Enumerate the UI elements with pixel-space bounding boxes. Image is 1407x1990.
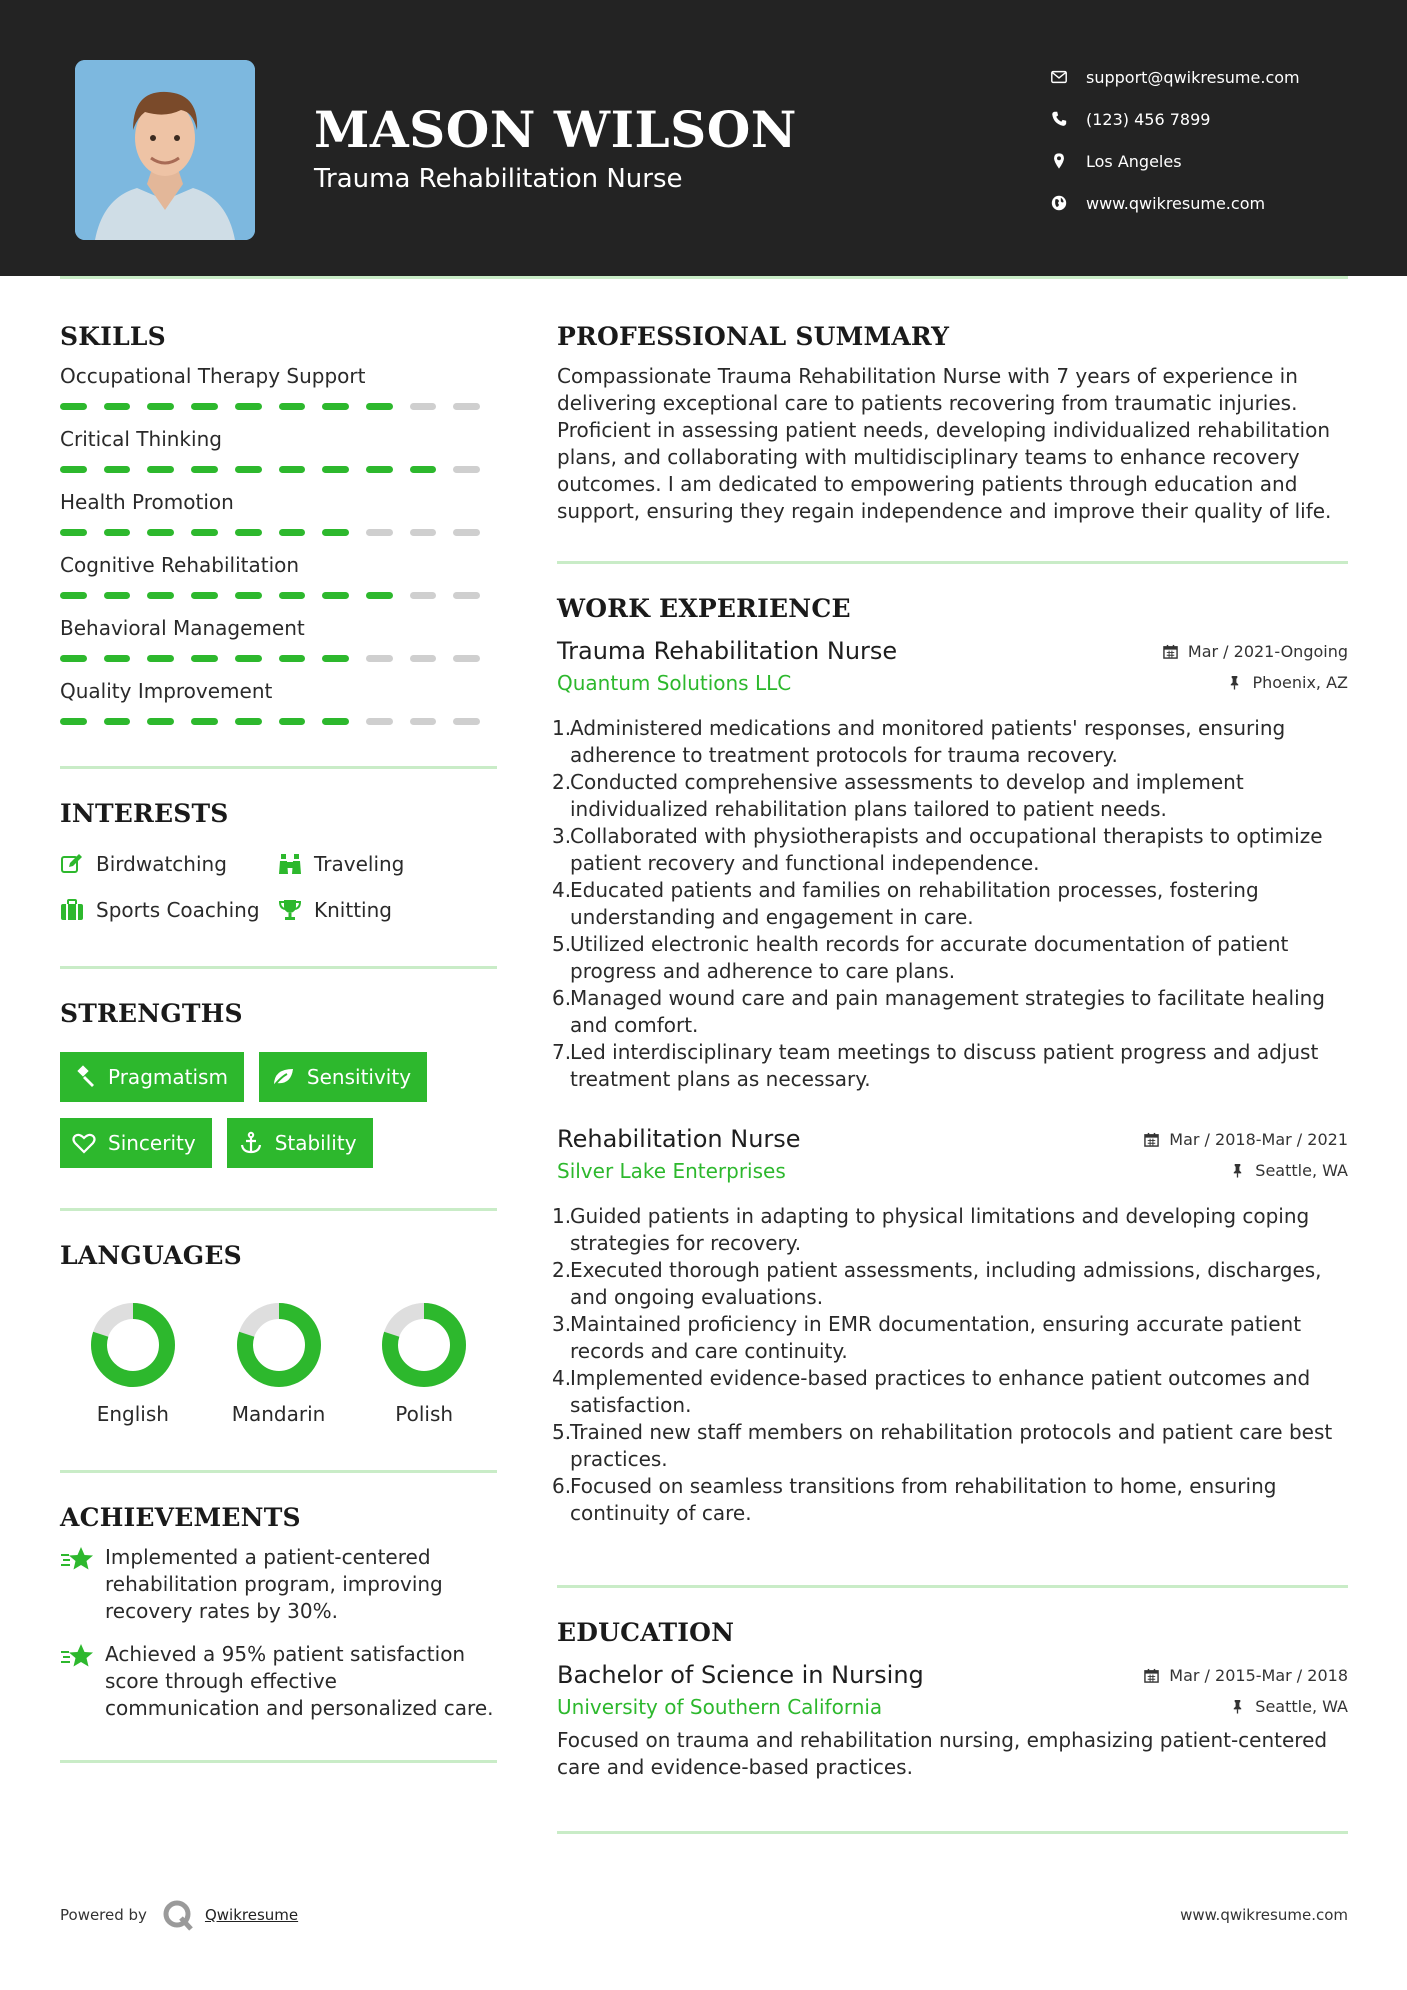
bullet-text: Collaborated with physiotherapists and occupational therapists to optimize patient recovery and functional independence. [570,824,1323,875]
job-bullet [552,1419,1348,1473]
job-bullet [552,823,1348,877]
bullet-number: 5. [552,932,572,956]
job-role: Trauma Rehabilitation Nurse [557,637,898,665]
job-bullet [552,769,1348,823]
interest-label: Sports Coaching [96,898,260,922]
languages-list [60,1300,497,1426]
summary-section [557,322,1348,525]
phone-icon [1050,110,1086,128]
profile-photo-image [75,60,255,240]
language-name: Polish [395,1402,454,1426]
globe-icon [1050,194,1086,212]
rating-dot-filled [235,592,262,599]
skill-rating [60,529,497,537]
job-bullet [552,1203,1348,1257]
education-location [1230,1697,1348,1716]
rating-dot-filled [279,403,306,410]
envelope-icon [1050,68,1086,86]
rating-dot-filled [147,592,174,599]
footer-website[interactable]: www.qwikresume.com [1180,1906,1348,1924]
rating-dot-filled [147,466,174,473]
job-bullet [552,1365,1348,1419]
rating-dot-empty [453,718,480,725]
bullet-text: Trained new staff members on rehabilitation protocols and patient care best practices. [570,1420,1333,1471]
job-bullet [552,985,1348,1039]
rating-dot-filled [279,592,306,599]
bullet-number: 4. [552,1366,572,1390]
skill-rating [60,592,497,600]
rating-dot-filled [191,403,218,410]
job-location [1230,1161,1348,1180]
skill-name: Critical Thinking [60,427,222,451]
rating-dot-filled [104,592,131,599]
candidate-title: Trauma Rehabilitation Nurse [314,164,683,194]
section-divider [60,1760,497,1763]
bullet-number: 1. [552,1204,572,1228]
binoculars-icon [278,852,314,876]
contact-list [1050,56,1390,224]
bullet-number: 2. [552,1258,572,1282]
achievement-item [60,1641,497,1722]
job-location [1227,673,1348,692]
education-dates [1144,1666,1348,1685]
section-divider [60,1208,497,1211]
skill-rating [60,718,497,726]
rating-dot-filled [366,403,393,410]
contact-phone-text: (123) 456 7899 [1086,109,1211,129]
job-entry [552,1125,1348,1527]
contact-website[interactable] [1050,182,1390,224]
language-item [206,1300,352,1426]
skill-name: Health Promotion [60,490,234,514]
bullet-text: Executed thorough patient assessments, including admissions, discharges, and ongoing evaluations. [570,1258,1322,1309]
job-bullet [552,931,1348,985]
rating-dot-filled [104,655,131,662]
bullet-text: Led interdisciplinary team meetings to discuss patient progress and adjust treatment plans as necessary. [570,1040,1319,1091]
pushpin-icon [1230,1163,1245,1178]
rating-dot-filled [410,466,437,473]
rating-dot-filled [322,592,349,599]
bullet-number: 1. [552,716,572,740]
bullet-number: 6. [552,1474,572,1498]
footer-powered-by [60,1898,298,1932]
bullet-text: Focused on seamless transitions from rehabilitation to home, ensuring continuity of care. [570,1474,1277,1525]
heart-icon [72,1131,96,1155]
skill-item [60,550,497,600]
rating-dot-empty [453,655,480,662]
bullet-number: 3. [552,1312,572,1336]
leaf-icon [271,1065,295,1089]
section-divider [557,1585,1348,1588]
bullet-number: 7. [552,1040,572,1064]
skill-name: Behavioral Management [60,616,305,640]
interest-item [278,850,488,878]
rating-dot-filled [322,403,349,410]
profile-photo [75,60,255,240]
rating-dot-filled [60,529,87,536]
bullet-number: 4. [552,878,572,902]
skill-name: Quality Improvement [60,679,273,703]
education-entry [557,1661,1348,1781]
bullet-text: Maintained proficiency in EMR documentation, ensuring accurate patient records and care continuity. [570,1312,1302,1363]
skill-item [60,487,497,537]
skills-list [60,361,497,726]
rating-dot-empty [366,718,393,725]
bullet-text: Educated patients and families on rehabilitation processes, fostering understanding and engagement in care. [570,878,1259,929]
contact-location [1050,140,1390,182]
bullet-text: Guided patients in adapting to physical limitations and developing coping strategies for recovery. [570,1204,1310,1255]
anchor-icon [239,1131,263,1155]
job-dates [1144,1130,1348,1149]
strength-label: Stability [274,1131,357,1155]
bullet-text: Administered medications and monitored patients' responses, ensuring adherence to treatment protocols for trauma recovery. [570,716,1286,767]
strengths-heading: STRENGTHS [60,999,243,1028]
bullet-number: 6. [552,986,572,1010]
degree: Bachelor of Science in Nursing [557,1661,924,1689]
rating-dot-filled [104,529,131,536]
summary-text: Compassionate Trauma Rehabilitation Nurse with 7 years of experience in delivering exceptional care to patients recovering from traumatic injuries. Proficient in assessing patient needs, developing individualized rehabilitation plans, and collaborating with multidisciplinary teams to enhance recovery outcomes. I am dedicated to empowering patients through education and support, ensuring they regain independence and improve their quality of life. [557,364,1332,523]
education-heading: EDUCATION [557,1618,735,1647]
job-bullet [552,1039,1348,1093]
job-bullet [552,1311,1348,1365]
rating-dot-filled [147,529,174,536]
powered-by-text: Powered by [60,1906,147,1924]
achievement-item [60,1544,497,1625]
rating-dot-empty [366,655,393,662]
rating-dot-filled [60,655,87,662]
experience-heading: WORK EXPERIENCE [557,594,851,623]
summary-heading: PROFESSIONAL SUMMARY [557,322,950,351]
contact-website-text: www.qwikresume.com [1086,193,1266,213]
strength-tag [60,1118,212,1168]
rating-dot-empty [410,403,437,410]
skills-heading: SKILLS [60,322,166,351]
achievements-section [60,1503,497,1722]
section-divider [557,1831,1348,1834]
strength-label: Pragmatism [108,1065,228,1089]
qwikresume-logo-icon [161,1898,195,1932]
achievement-text: Achieved a 95% patient satisfaction score through effective communication and personalized care. [105,1642,494,1720]
rating-dot-filled [235,466,262,473]
bullet-text: Utilized electronic health records for accurate documentation of patient progress and adherence to care plans. [570,932,1289,983]
skill-rating [60,466,497,474]
skill-item [60,676,497,726]
calendar-icon [1163,644,1178,659]
job-location-text: Seattle, WA [1255,1161,1348,1180]
rating-dot-filled [235,655,262,662]
rating-dot-filled [104,718,131,725]
skill-item [60,613,497,663]
interests-section [60,799,497,924]
rating-dot-filled [191,718,218,725]
gavel-icon [72,1065,96,1089]
bullet-text: Conducted comprehensive assessments to develop and implement individualized rehabilitation plans tailored to patient needs. [570,770,1244,821]
edit-icon [60,852,96,876]
star-icon [60,1641,105,1722]
education-location-text: Seattle, WA [1255,1697,1348,1716]
section-divider [557,561,1348,564]
interest-item [278,896,488,924]
rating-dot-filled [60,592,87,599]
job-dates [1163,642,1348,661]
section-divider [60,766,497,769]
rating-dot-filled [322,466,349,473]
achievement-text: Implemented a patient-centered rehabilitation program, improving recovery rates by 30%. [105,1545,443,1623]
section-divider [60,966,497,969]
achievements-heading: ACHIEVEMENTS [60,1503,301,1532]
language-proficiency-ring [234,1300,324,1390]
rating-dot-filled [60,718,87,725]
rating-dot-filled [322,718,349,725]
contact-email-text: support@qwikresume.com [1086,67,1300,87]
interest-item [60,896,278,924]
rating-dot-filled [279,655,306,662]
interest-item [60,850,278,878]
job-bullet [552,877,1348,931]
rating-dot-filled [366,466,393,473]
bullet-text: Implemented evidence-based practices to enhance patient outcomes and satisfaction. [570,1366,1311,1417]
skill-name: Cognitive Rehabilitation [60,553,300,577]
job-location-text: Phoenix, AZ [1252,673,1348,692]
strength-label: Sensitivity [306,1065,412,1089]
skill-rating [60,655,497,663]
strength-tag [259,1052,427,1102]
bullet-number: 5. [552,1420,572,1444]
language-item [60,1300,206,1426]
rating-dot-filled [147,403,174,410]
rating-dot-filled [147,655,174,662]
rating-dot-filled [191,655,218,662]
contact-phone[interactable] [1050,98,1390,140]
section-divider [60,1470,497,1473]
job-bullet [552,715,1348,769]
rating-dot-filled [235,403,262,410]
rating-dot-filled [235,529,262,536]
skill-rating [60,403,497,411]
header-divider [60,276,1348,279]
strength-tag [227,1118,373,1168]
rating-dot-filled [147,718,174,725]
rating-dot-filled [191,592,218,599]
language-proficiency-ring [88,1300,178,1390]
education-description: Focused on trauma and rehabilitation nursing, emphasizing patient-centered care and evidence-based practices. [557,1728,1328,1779]
bullet-number: 3. [552,824,572,848]
rating-dot-filled [60,403,87,410]
pushpin-icon [1227,675,1242,690]
language-name: Mandarin [231,1402,326,1426]
languages-section [60,1241,497,1426]
interest-label: Traveling [314,852,405,876]
strength-tag [60,1052,244,1102]
rating-dot-filled [235,718,262,725]
trophy-icon [278,898,314,922]
right-column [552,322,1348,1834]
rating-dot-filled [191,529,218,536]
languages-heading: LANGUAGES [60,1241,242,1270]
qwikresume-link[interactable]: Qwikresume [204,1906,299,1924]
rating-dot-filled [60,466,87,473]
rating-dot-filled [322,655,349,662]
job-dates-text: Mar / 2021-Ongoing [1187,642,1348,661]
interest-label: Birdwatching [96,852,227,876]
language-proficiency-ring [379,1300,469,1390]
rating-dot-filled [366,592,393,599]
rating-dot-empty [453,592,480,599]
interest-label: Knitting [314,898,392,922]
left-column [60,322,497,1763]
rating-dot-filled [279,718,306,725]
job-role: Rehabilitation Nurse [557,1125,801,1153]
job-bullet [552,1257,1348,1311]
rating-dot-filled [104,403,131,410]
bullet-text: Managed wound care and pain management strategies to facilitate healing and comfort. [570,986,1325,1037]
rating-dot-empty [453,403,480,410]
job-bullets [552,1203,1348,1527]
contact-location-text: Los Angeles [1086,151,1182,171]
rating-dot-filled [191,466,218,473]
school: University of Southern California [557,1695,883,1719]
pushpin-icon [1230,1699,1245,1714]
skills-section [60,322,497,726]
language-item [351,1300,497,1426]
strengths-tags [60,1052,497,1168]
interests-list [60,850,497,924]
rating-dot-filled [279,466,306,473]
briefcase-icon [60,898,96,922]
job-bullets [552,715,1348,1093]
contact-email[interactable] [1050,56,1390,98]
language-name: English [96,1402,169,1426]
calendar-icon [1144,1132,1159,1147]
rating-dot-filled [279,529,306,536]
job-company: Quantum Solutions LLC [557,671,792,695]
skill-item [60,361,497,411]
bullet-number: 2. [552,770,572,794]
rating-dot-empty [453,466,480,473]
rating-dot-empty [410,655,437,662]
skill-item [60,424,497,474]
rating-dot-empty [453,529,480,536]
rating-dot-empty [366,529,393,536]
rating-dot-filled [322,529,349,536]
rating-dot-empty [410,529,437,536]
map-pin-icon [1050,152,1086,170]
star-icon [60,1544,105,1625]
job-dates-text: Mar / 2018-Mar / 2021 [1169,1130,1348,1149]
job-bullet [552,1473,1348,1527]
job-entry [552,637,1348,1093]
education-dates-text: Mar / 2015-Mar / 2018 [1169,1666,1348,1685]
strengths-section [60,999,497,1168]
education-section [557,1618,1348,1781]
strength-label: Sincerity [108,1131,196,1155]
rating-dot-empty [410,592,437,599]
rating-dot-empty [410,718,437,725]
resume-header [0,0,1407,276]
job-company: Silver Lake Enterprises [557,1159,786,1183]
skill-name: Occupational Therapy Support [60,364,366,388]
calendar-icon [1144,1668,1159,1683]
candidate-name: MASON WILSON [314,100,797,159]
rating-dot-filled [104,466,131,473]
experience-section [552,594,1348,1527]
interests-heading: INTERESTS [60,799,229,828]
